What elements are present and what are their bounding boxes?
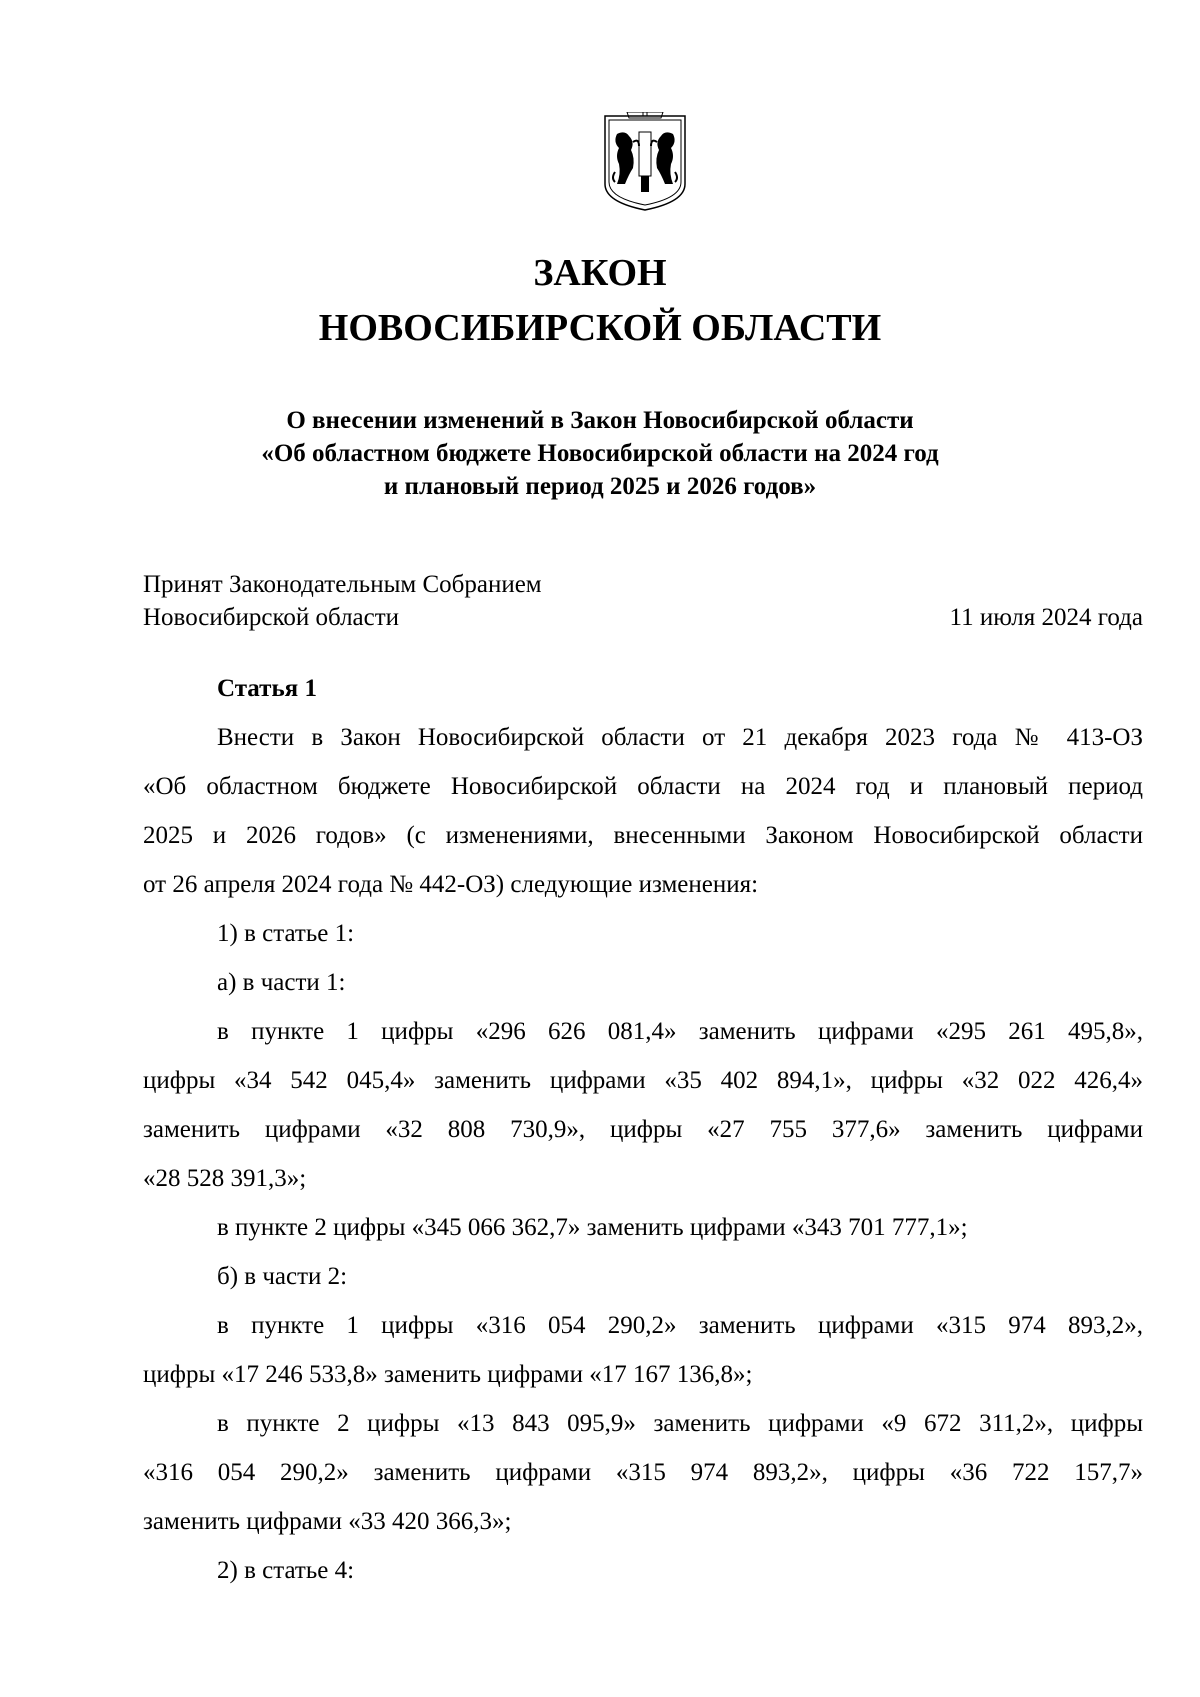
law-title-line1: ЗАКОН	[533, 252, 667, 294]
article-intro-paragraph	[143, 713, 1143, 909]
text-line: «316 054 290,2» заменить цифрами «315 974 893,2», цифры «36 722 157,7»	[143, 1459, 1143, 1486]
law-title-line2: НОВОСИБИРСКОЙ ОБЛАСТИ	[318, 307, 882, 349]
subject-line3: и плановый период 2025 и 2026 годов»	[383, 473, 817, 500]
adopted-by-line1: Принят Законодательным Собранием	[143, 571, 542, 598]
text-line: Внести в Закон Новосибирской области от 21 декабря 2023 года № 413-ОЗ	[217, 724, 1143, 751]
subject-line2: «Об областном бюджете Новосибирской области на 2024 год	[261, 440, 939, 467]
text-line: «Об областном бюджете Новосибирской области на 2024 год и плановый период	[143, 773, 1143, 800]
list-item: 1) в статье 1:	[217, 920, 355, 947]
amendment-paragraph	[143, 1399, 1143, 1546]
text-line: цифры «17 246 533,8» заменить цифрами «17 167 136,8»;	[143, 1361, 753, 1388]
list-item: 2) в статье 4:	[217, 1557, 355, 1584]
law-subject-title	[0, 404, 1200, 503]
text-line: 2025 и 2026 годов» (с изменениями, внесенными Законом Новосибирской области	[143, 822, 1143, 849]
amendment-paragraph: в пункте 2 цифры «345 066 362,7» заменить цифрами «343 701 777,1»;	[217, 1214, 968, 1241]
text-line: в пункте 1 цифры «316 054 290,2» заменить цифрами «315 974 893,2»,	[217, 1312, 1143, 1339]
text-line: заменить цифрами «33 420 366,3»;	[143, 1508, 512, 1535]
adoption-block	[143, 568, 1143, 634]
law-title	[0, 246, 1200, 356]
coat-of-arms-icon	[603, 112, 687, 214]
list-item: б) в части 2:	[217, 1263, 348, 1290]
article-body	[143, 664, 1143, 1595]
amendment-paragraph	[143, 1301, 1143, 1399]
subject-line1: О внесении изменений в Закон Новосибирской области	[286, 407, 914, 434]
adopted-by-line2: Новосибирской области	[143, 604, 400, 631]
list-item: а) в части 1:	[217, 969, 346, 996]
text-line: цифры «34 542 045,4» заменить цифрами «35 402 894,1», цифры «32 022 426,4»	[143, 1067, 1143, 1094]
text-line: в пункте 2 цифры «13 843 095,9» заменить цифрами «9 672 311,2», цифры	[217, 1410, 1143, 1437]
amendment-paragraph	[143, 1007, 1143, 1203]
text-line: «28 528 391,3»;	[143, 1165, 307, 1192]
article-heading: Статья 1	[217, 675, 317, 702]
text-line: заменить цифрами «32 808 730,9», цифры «27 755 377,6» заменить цифрами	[143, 1116, 1143, 1143]
adoption-date: 11 июля 2024 года	[949, 604, 1143, 631]
text-line: в пункте 1 цифры «296 626 081,4» заменить цифрами «295 261 495,8»,	[217, 1018, 1143, 1045]
text-line: от 26 апреля 2024 года № 442-ОЗ) следующие изменения:	[143, 871, 759, 898]
